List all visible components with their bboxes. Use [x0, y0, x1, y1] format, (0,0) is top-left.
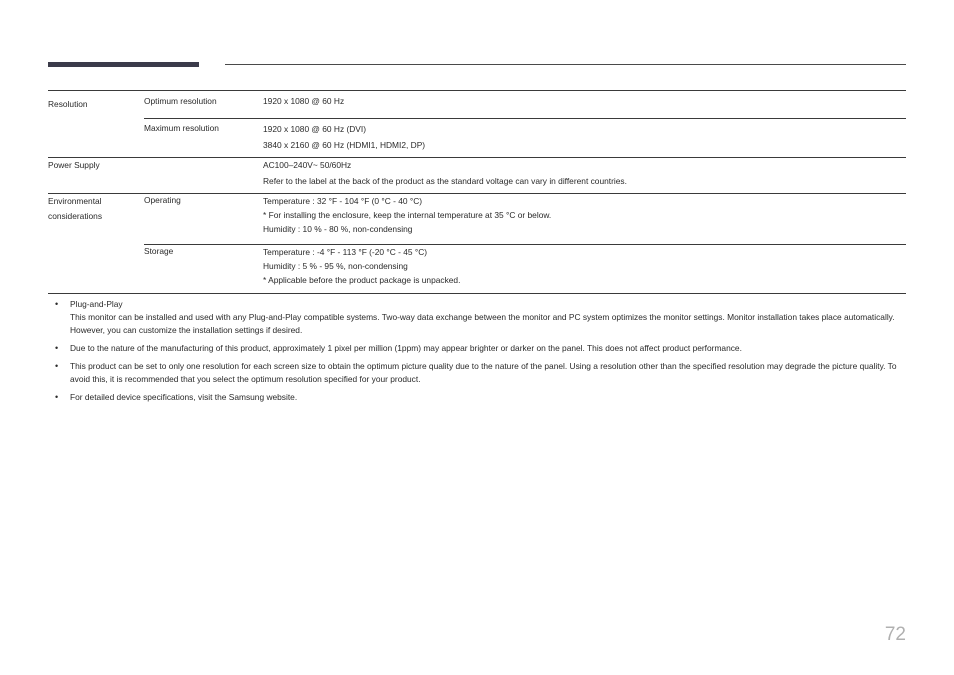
spec-row-label: Storage [144, 246, 174, 256]
bullet-icon: • [55, 361, 59, 371]
bullet-icon: • [55, 392, 59, 402]
spec-value: Temperature : -4 °F - 113 °F (-20 °C - 45 °C) [263, 247, 428, 257]
note-plug-and-play [55, 298, 903, 337]
spec-value: AC100–240V~ 50/60Hz [263, 160, 352, 170]
spec-row-label: Optimum resolution [144, 96, 217, 106]
spec-row-power [144, 158, 906, 193]
note-resolution [55, 360, 903, 386]
note-pixel [55, 342, 903, 355]
spec-row-operating [144, 194, 906, 244]
spec-row-optimum-resolution [144, 91, 906, 118]
note-text: Due to the nature of the manufacturing of this product, approximately 1 pixel per million (1ppm) may appear brighter or darker on the panel. This does not affect product performance. [70, 343, 742, 353]
spec-row-label: Operating [144, 195, 181, 205]
note-text: For detailed device specifications, visit the Samsung website. [70, 392, 298, 402]
note-website [55, 391, 903, 404]
header-accent-bar [48, 62, 199, 67]
spec-value: Humidity : 10 % - 80 %, non-condensing [263, 224, 413, 234]
spec-row-maximum-resolution [144, 118, 906, 157]
specifications-table [48, 90, 906, 294]
spec-row-label: Maximum resolution [144, 123, 219, 133]
spec-value: Refer to the label at the back of the product as the standard voltage can vary in different countries. [263, 176, 627, 186]
note-text: This product can be set to only one resolution for each screen size to obtain the optimum picture quality due to the nature of the panel. Using a resolution other than the specified resolution may degrade the picture quality. To avoid this, it is recommended that you select the optimum resolution specified for your product. [70, 361, 897, 384]
header-rule [225, 64, 906, 65]
spec-group-label: Power Supply [48, 160, 100, 170]
spec-group-label: Resolution [48, 99, 88, 109]
bullet-icon: • [55, 343, 59, 353]
spec-group-resolution [48, 91, 906, 158]
notes-list [55, 298, 903, 409]
spec-value: 1920 x 1080 @ 60 Hz [263, 96, 345, 106]
spec-value: Temperature : 32 °F - 104 °F (0 °C - 40 °C) [263, 196, 423, 206]
spec-group-label: Environmental considerations [48, 196, 103, 221]
bullet-icon: • [55, 299, 59, 309]
spec-value: * For installing the enclosure, keep the internal temperature at 35 °C or below. [263, 210, 552, 220]
spec-value: * Applicable before the product package is unpacked. [263, 275, 461, 285]
page-number: 72 [884, 624, 906, 645]
spec-value: 3840 x 2160 @ 60 Hz (HDMI1, HDMI2, DP) [263, 140, 426, 150]
spec-row-storage [144, 244, 906, 293]
spec-group-environmental [48, 194, 906, 293]
spec-group-power-supply [48, 158, 906, 194]
spec-value: Humidity : 5 % - 95 %, non-condensing [263, 261, 408, 271]
note-text: This monitor can be installed and used with any Plug-and-Play compatible systems. Two-way data exchange between the monitor and PC system optimizes the monitor settings. Monitor installation takes place automatically. However, you can customize the installation settings if desired. [70, 312, 895, 335]
spec-value: 1920 x 1080 @ 60 Hz (DVI) [263, 124, 367, 134]
note-title: Plug-and-Play [70, 299, 123, 309]
